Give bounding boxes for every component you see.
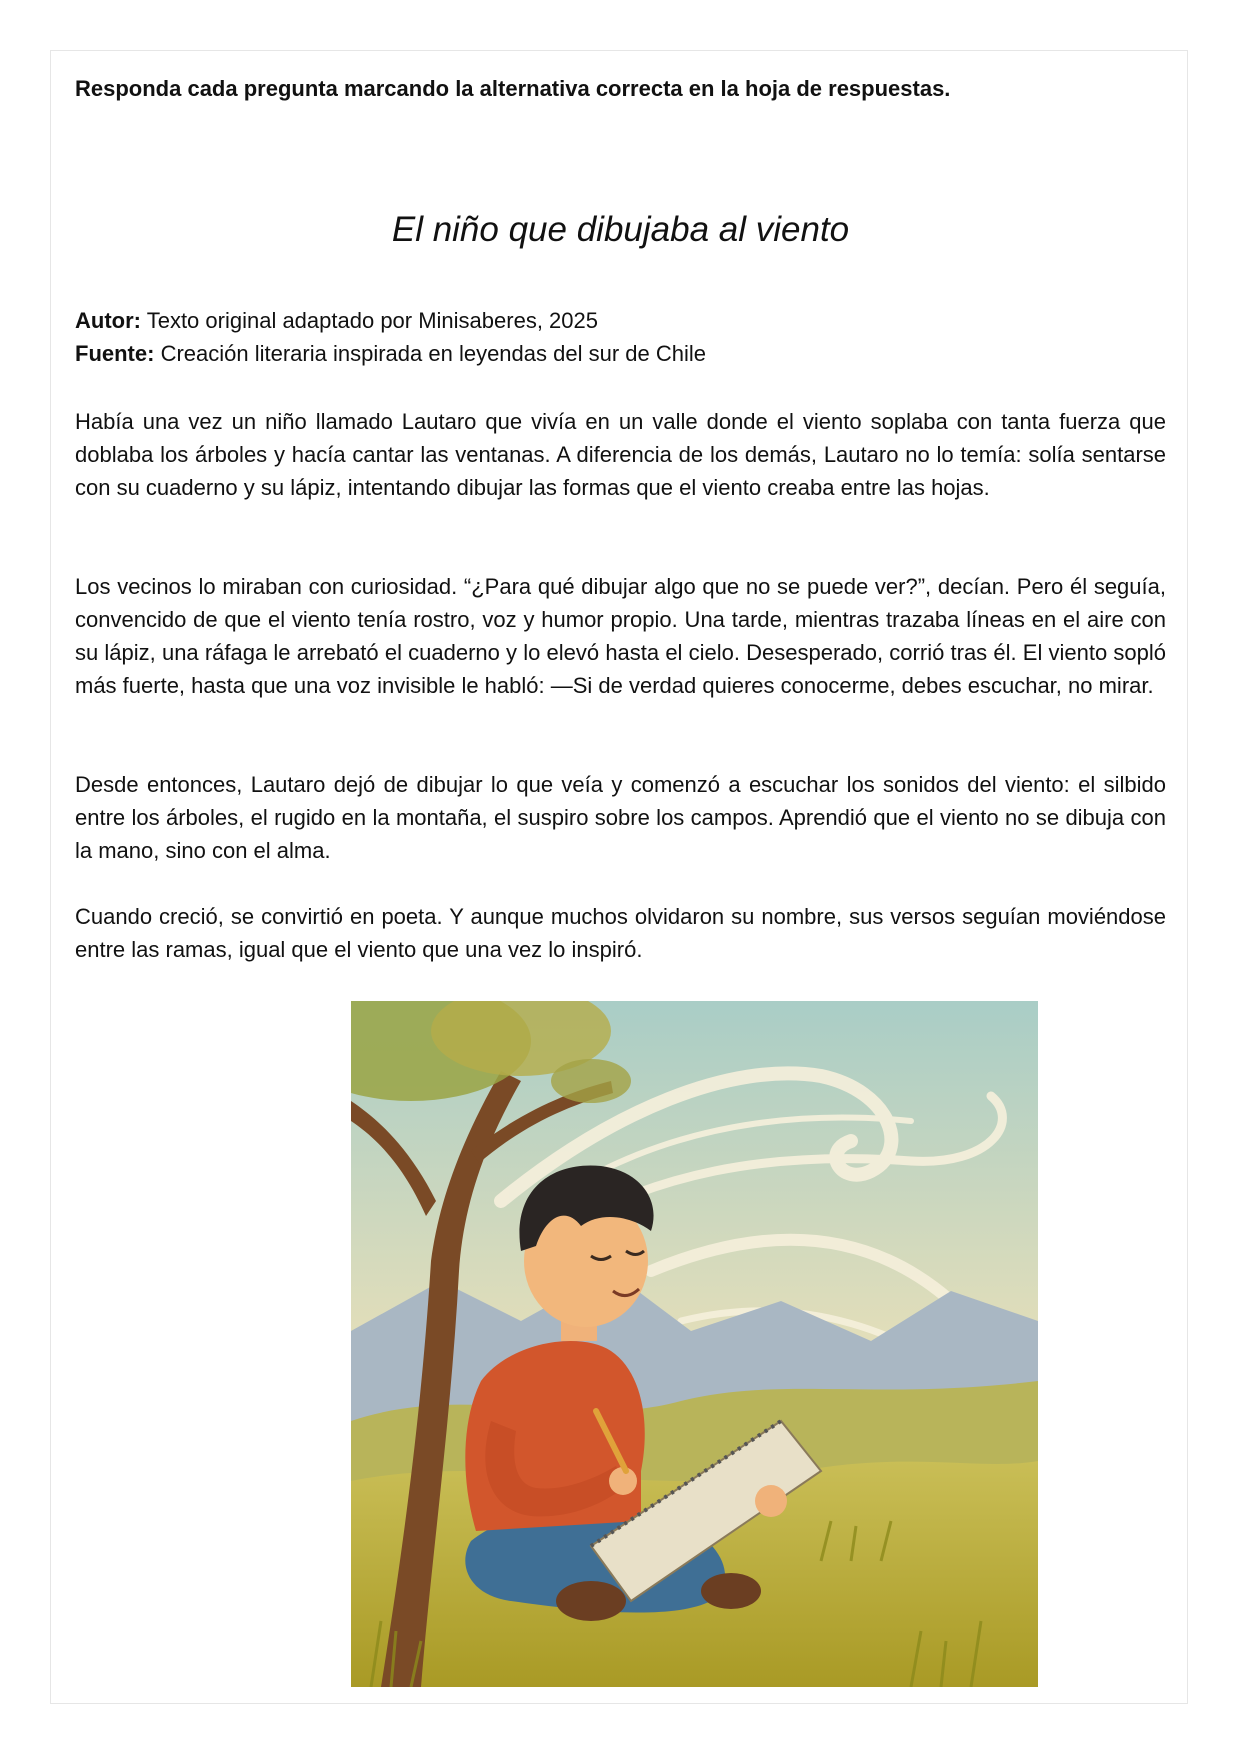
story-paragraph-1: Había una vez un niño llamado Lautaro que vivía en un valle donde el viento soplaba con tanta fuerza que doblaba los árboles y hacía cantar las ventanas. A diferencia de los demás, Lautaro no lo temía: solía sentarse con su cuaderno y su lápiz, intentando dibujar las formas que el viento creaba entre las hojas.: [75, 409, 1166, 500]
source-value: Creación literaria inspirada en leyendas del sur de Chile: [160, 341, 706, 366]
instructions-text: Responda cada pregunta marcando la alternativa correcta en la hoja de respuestas.: [75, 76, 951, 101]
story-paragraph-4: Cuando creció, se convirtió en poeta. Y aunque muchos olvidaron su nombre, sus versos seguían moviéndose entre las ramas, igual que el viento que una vez lo inspiró.: [75, 904, 1166, 962]
source-line: [75, 337, 1166, 370]
story-title: El niño que dibujaba al viento: [391, 210, 850, 249]
story-paragraph-2: Los vecinos lo miraban con curiosidad. “¿Para qué dibujar algo que no se puede ver?”, decían. Pero él seguía, convencido de que el viento tenía rostro, voz y humor propio. Una tarde, mientras trazaba líneas en el aire con su lápiz, una ráfaga le arrebató el cuaderno y lo elevó hasta el cielo. Desesperado, corrió tras él. El viento sopló más fuerte, hasta que una voz invisible le habló: —Si de verdad quieres conocerme, debes escuchar, no mirar.: [75, 574, 1166, 698]
story-paragraph-3: Desde entonces, Lautaro dejó de dibujar lo que veía y comenzó a escuchar los sonidos del viento: el silbido entre los árboles, el rugido en la montaña, el suspiro sobre los campos. Aprendió que el viento no se dibuja con la mano, sino con el alma.: [75, 772, 1166, 863]
document-content: [75, 72, 1166, 962]
source-label: Fuente:: [75, 341, 155, 366]
story-metadata: [75, 304, 1166, 370]
author-label: Autor:: [75, 308, 141, 333]
author-value: Texto original adaptado por Minisaberes, 2025: [146, 308, 598, 333]
story-illustration: [351, 1001, 1038, 1687]
author-line: [75, 304, 1166, 337]
